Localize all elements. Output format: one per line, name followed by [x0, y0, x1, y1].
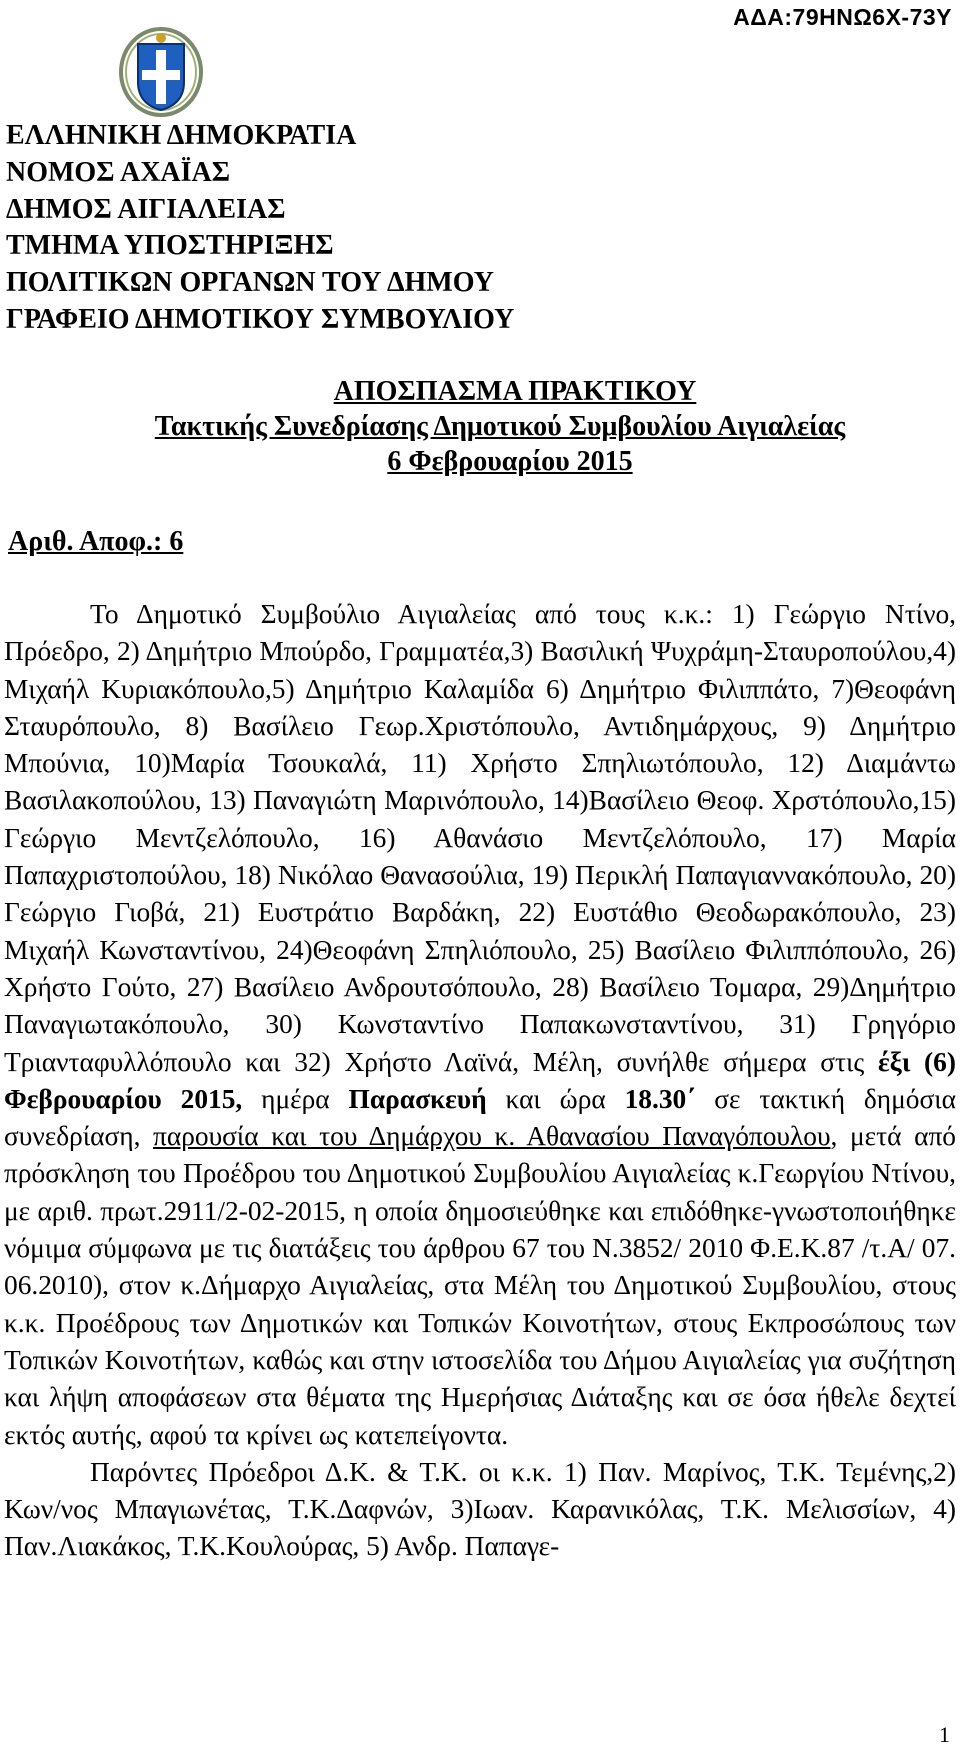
text-run: και ώρα: [486, 1083, 625, 1114]
header-line: ΓΡΑΦΕΙΟ ΔΗΜΟΤΙΚΟΥ ΣΥΜΒΟΥΛΙΟΥ: [6, 303, 515, 335]
page-number: 1: [939, 1722, 950, 1747]
meeting-day: Παρασκευή: [348, 1083, 487, 1114]
text-run: ημέρα: [242, 1083, 349, 1114]
ada-code: ΑΔΑ:79ΗΝΩ6Χ-73Υ: [733, 4, 952, 30]
header-line: ΠΟΛΙΤΙΚΩΝ ΟΡΓΑΝΩΝ ΤΟΥ ΔΗΜΟΥ: [6, 267, 494, 299]
greek-coat-of-arms-icon: [118, 26, 204, 118]
session-title: Τακτικής Συνεδρίασης Δημοτικού Συμβουλίου Αιγιαλείας: [154, 411, 846, 442]
header-line: ΤΜΗΜΑ ΥΠΟΣΤΗΡΙΞΗΣ: [6, 230, 334, 262]
meeting-time: 18.30΄: [624, 1083, 696, 1114]
minutes-body: [4, 596, 956, 1566]
issuer-header: [6, 118, 514, 339]
session-date: 6 Φεβρουαρίου 2015: [387, 446, 633, 477]
meeting-date: έξι (6) Φεβρουαρίου 2015,: [4, 1046, 956, 1114]
text-run: Το Δημοτικό Συμβούλιο Αιγιαλείας από τους κ.κ.: 1) Γεώργιο Ντίνο, Πρόεδρο, 2) Δημήτριο Μπούρδο, Γραμματέα,3) Βασιλική Ψυχράμη-Σταυροπούλου,4) Μιχαήλ Κυριακόπουλο,5) Δημήτριο Καλαμίδα 6) Δημήτριο Φιλιππάτο, 7)Θεοφάνη Σταυρόπουλο, 8) Βασίλειο Γεωρ.Χριστόπουλο, Αντιδημάρχους, 9) Δημήτριο Μπούνια, 10)Μαρία Τσουκαλά, 11) Χρήστο Σπηλιωτόπουλο, 12) Διαμάντω Βασιλακοπούλου, 13) Παναγιώτη Μαρινόπουλο, 14)Βασίλειο Θεοφ. Χρστόπουλο,15) Γεώργιο Μεντζελόπουλο, 16) Αθανάσιο Μεντζελόπουλο, 17) Μαρία Παπαχριστοπούλου, 18) Νικόλαο Θανασούλια, 19) Περικλή Παπαγιαννακόπουλο, 20) Γεώργιο Γιοβά, 21) Ευστράτιο Βαρδάκη, 22) Ευστάθιο Θεοδωρακόπουλο, 23) Μιχαήλ Κωνσταντίνου, 24)Θεοφάνη Σπηλιόπουλο, 25) Βασίλειο Φιλιππόπουλο, 26) Χρήστο Γούτο, 27) Βασίλειο Ανδρουτσόπουλο, 28) Βασίλειο Τομαρα, 29)Δημήτριο Παναγιωτακόπουλο, 30) Κωνσταντίνο Παπακωνσταντίνου, 31) Γρηγόριο Τριανταφυλλόπουλο και 32) Χρήστο Λαϊνά, Μέλη, συνήλθε σήμερα στις: [4, 599, 956, 1077]
presidents-paragraph: Παρόντες Πρόεδροι Δ.Κ. & Τ.Κ. οι κ.κ. 1) Παν. Μαρίνος, Τ.Κ. Τεμένης,2) Κων/νος Μπαγιωνέτας, Τ.Κ.Δαφνών, 3)Ιωαν. Καρανικόλας, Τ.Κ. Μελισσίων, 4) Παν.Λιακάκος, Τ.Κ.Κουλούρας, 5) Ανδρ. Παπαγε-: [4, 1456, 956, 1562]
header-line: ΔΗΜΟΣ ΑΙΓΙΑΛΕΙΑΣ: [6, 193, 286, 225]
mayor-presence: παρουσία και του Δημάρχου κ. Αθανασίου Παναγόπουλου: [153, 1121, 831, 1152]
text-run: σε τακτική δημόσια συνεδρίαση,: [4, 1083, 956, 1152]
decision-number: Αριθ. Αποφ.: 6: [8, 526, 184, 557]
header-line: ΕΛΛΗΝΙΚΗ ΔΗΜΟΚΡΑΤΙΑ: [6, 120, 357, 151]
header-line: ΝΟΜΟΣ ΑΧΑΪΑΣ: [6, 156, 231, 188]
document-title: ΑΠΟΣΠΑΣΜΑ ΠΡΑΚΤΙΚΟΥ: [333, 376, 697, 407]
attendance-paragraph: [4, 596, 956, 1454]
text-run: , μετά από πρόσκληση του Προέδρου του Δημοτικού Συμβουλίου Αιγιαλείας κ.Γεωργίου Ντίνου, με αριθ. πρωτ.2911/2-02-2015, η οποία δημοσιεύθηκε και επιδόθηκε-γνωστοποιήθηκε νόμιμα σύμφωνα με τις διατάξεις του άρθρου 67 του Ν.3852/ 2010 Φ.Ε.Κ.87 /τ.Α/ 07. 06.2010), στον κ.Δήμαρχο Αιγιαλείας, στα Μέλη του Δημοτικού Συμβουλίου, στους κ.κ. Προέδρους των Δημοτικών και Τοπικών Κοινοτήτων, στους Εκπροσώπους των Τοπικών Κοινοτήτων, καθώς και στην ιστοσελίδα του Δήμου Αιγιαλείας για συζήτηση και λήψη αποφάσεων στα θέματα της Ημερήσιας Διάταξης και σε όσα ήθελε δεχτεί εκτός αυτής, αφού τα κρίνει ως κατεπείγοντα.: [4, 1121, 956, 1450]
